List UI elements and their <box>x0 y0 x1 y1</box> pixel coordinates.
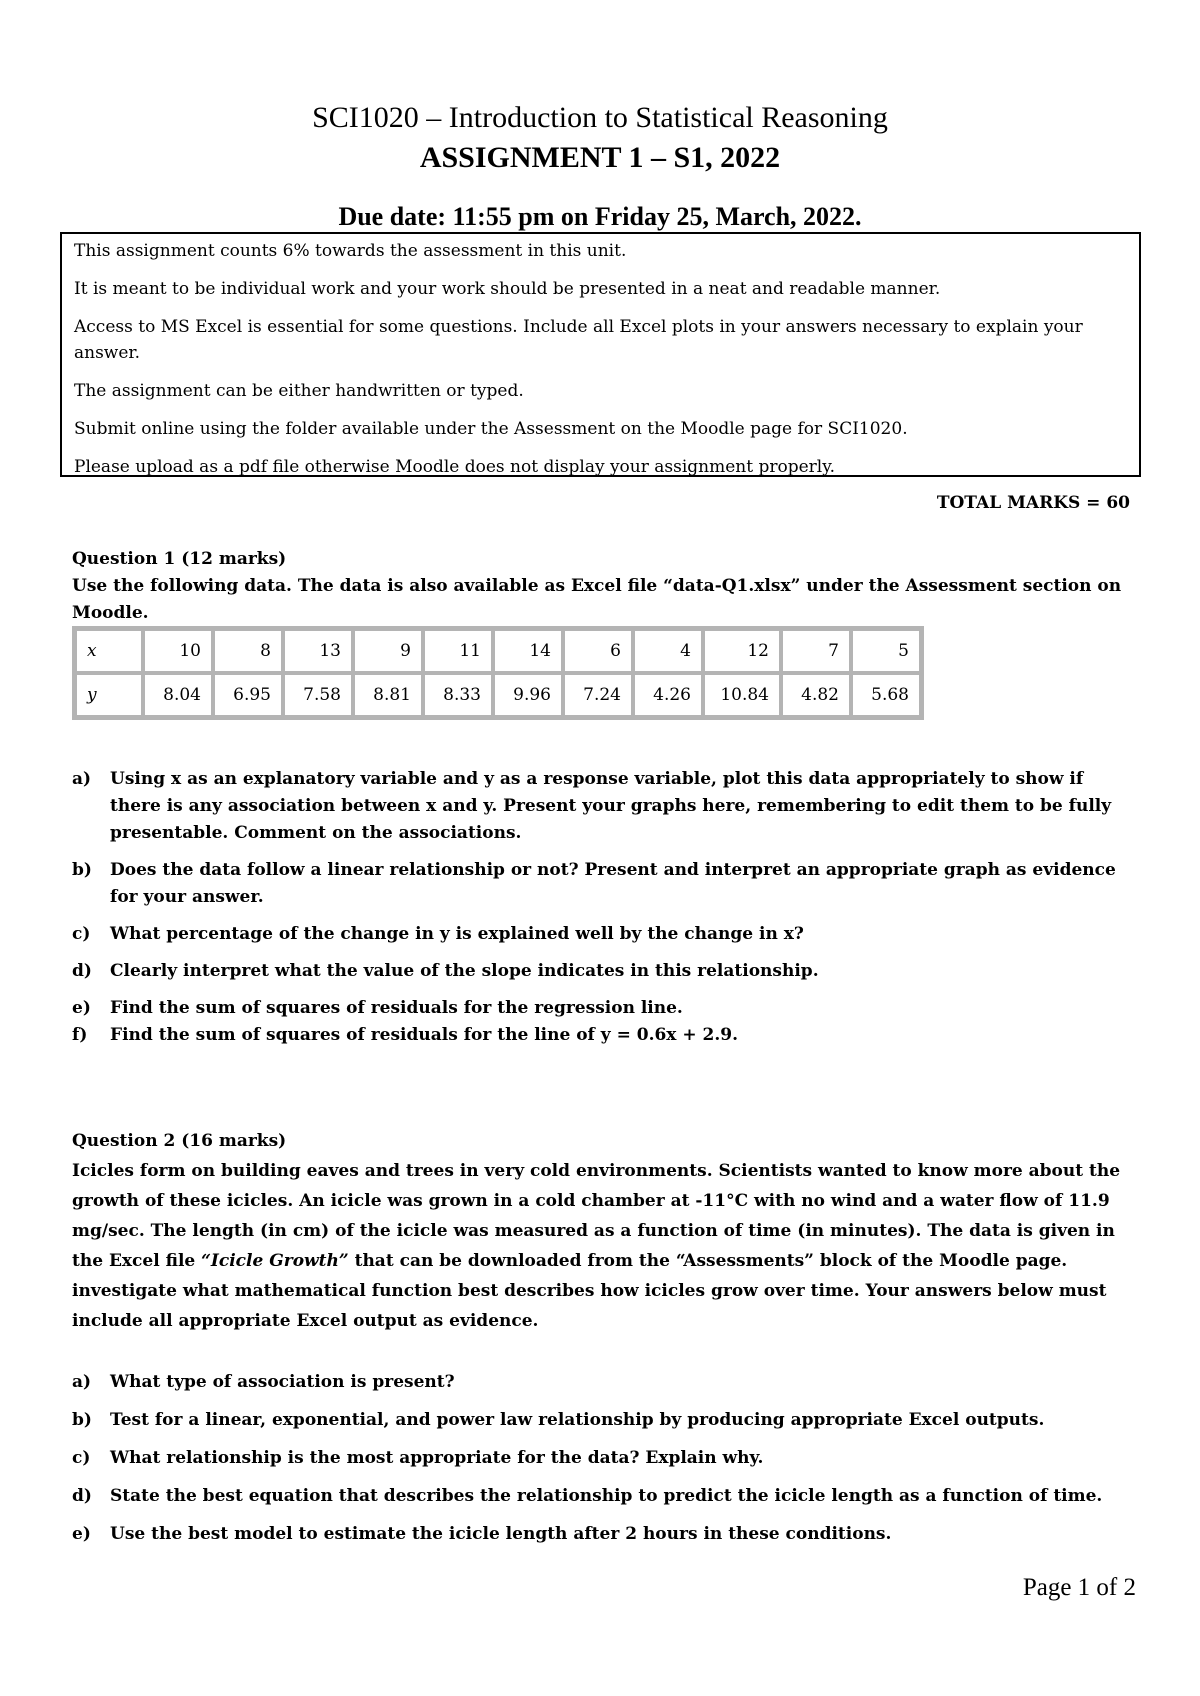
table-cell: 7 <box>781 629 851 673</box>
course-title: SCI1020 – Introduction to Statistical Reasoning <box>312 101 888 134</box>
part-label: e) <box>72 998 91 1018</box>
table-cell: 6 <box>563 629 633 673</box>
table-cell: 12 <box>703 629 781 673</box>
part-text: Using x as an explanatory variable and y as a response variable, plot this data appropriately to show if there is any association between x and y. Present your graphs here, remembering to edit them to be fully presentable. Comment on the associations. <box>110 769 1112 843</box>
part-text: What type of association is present? <box>110 1372 455 1392</box>
question-part <box>72 766 1132 847</box>
instruction-line: The assignment can be either handwritten or typed. <box>74 381 524 401</box>
table-cell: 11 <box>423 629 493 673</box>
part-label: a) <box>72 769 92 789</box>
table-cell: 9 <box>353 629 423 673</box>
part-label: a) <box>72 1372 92 1392</box>
table-cell: 5 <box>851 629 921 673</box>
part-text: Use the best model to estimate the icicle length after 2 hours in these conditions. <box>110 1524 892 1544</box>
question-part <box>72 958 1132 985</box>
question-part <box>72 1445 1132 1472</box>
table-cell: 4 <box>633 629 703 673</box>
question-1-data-table <box>72 626 924 720</box>
instruction-line: It is meant to be individual work and your work should be presented in a neat and readable manner. <box>74 279 941 299</box>
part-text: State the best equation that describes the relationship to predict the icicle length as a function of time. <box>110 1486 1103 1506</box>
question-1-heading: Question 1 (12 marks) <box>72 549 287 569</box>
instruction-line: Submit online using the folder available under the Assessment on the Moodle page for SCI1020. <box>74 419 908 439</box>
part-text: What relationship is the most appropriate for the data? Explain why. <box>110 1448 764 1468</box>
table-cell: 8 <box>213 629 283 673</box>
question-2-intro <box>72 1156 1132 1336</box>
instruction-line: This assignment counts 6% towards the assessment in this unit. <box>74 241 627 261</box>
table-cell: 7.58 <box>283 673 353 717</box>
table-cell: 5.68 <box>851 673 921 717</box>
due-date: Due date: 11:55 pm on Friday 25, March, 2022. <box>338 202 862 231</box>
question-1-header <box>72 546 1132 627</box>
part-label: d) <box>72 1486 92 1506</box>
instructions-box <box>60 232 1141 477</box>
table-cell: 14 <box>493 629 563 673</box>
question-part <box>72 1369 1132 1396</box>
question-part <box>72 1022 1132 1049</box>
part-label: d) <box>72 961 92 981</box>
total-marks: TOTAL MARKS = 60 <box>936 493 1130 513</box>
question-1-parts <box>72 766 1132 1049</box>
table-cell: 7.24 <box>563 673 633 717</box>
part-label: e) <box>72 1524 91 1544</box>
question-part <box>72 857 1132 911</box>
table-cell-label: x <box>75 629 143 673</box>
question-part <box>72 1521 1132 1548</box>
part-label: c) <box>72 1448 91 1468</box>
question-2-intro-text: Icicles form on building eaves and trees in very cold environments. Scientists wanted to know more about the growth of these icicles. An icicle was grown in a cold chamber at -11°C with no wind and a water flow of 11.9 mg/sec. The length (in cm) of the icicle was measured as a function of time (in minutes). The data is given in the Excel file <box>72 1161 1121 1271</box>
table-cell: 4.26 <box>633 673 703 717</box>
table-cell: 13 <box>283 629 353 673</box>
part-text: Find the sum of squares of residuals for the line of y = 0.6x + 2.9. <box>110 1025 739 1045</box>
page-number: Page 1 of 2 <box>1022 1574 1136 1601</box>
question-1-intro: Use the following data. The data is also available as Excel file “data-Q1.xlsx” under the Assessment section on Moodle. <box>72 576 1122 623</box>
question-2-intro-text-cont: that can be downloaded from the “Assessments” block of the Moodle page. investigate what mathematical function best describes how icicles grow over time. Your answers below must include all appropriate Excel output as evidence. <box>72 1251 1107 1331</box>
question-part <box>72 1483 1132 1510</box>
question-2-parts <box>72 1369 1132 1548</box>
part-text: Clearly interpret what the value of the slope indicates in this relationship. <box>110 961 819 981</box>
table-cell-label: y <box>75 673 143 717</box>
table-row-x <box>75 629 921 673</box>
table-cell: 10.84 <box>703 673 781 717</box>
part-label: c) <box>72 924 91 944</box>
document-header <box>0 98 1200 178</box>
part-text: Find the sum of squares of residuals for the regression line. <box>110 998 683 1018</box>
part-text: What percentage of the change in y is explained well by the change in x? <box>110 924 804 944</box>
instruction-line: Access to MS Excel is essential for some questions. Include all Excel plots in your answers necessary to explain your answer. <box>74 317 1083 363</box>
question-part <box>72 1407 1132 1434</box>
table-cell: 4.82 <box>781 673 851 717</box>
table-cell: 8.81 <box>353 673 423 717</box>
part-label: f) <box>72 1025 88 1045</box>
question-2-header <box>72 1126 1132 1336</box>
part-text: Does the data follow a linear relationship or not? Present and interpret an appropriate graph as evidence for your answer. <box>110 860 1116 907</box>
icicle-file-name: “Icicle Growth” <box>201 1251 349 1271</box>
table-row-y <box>75 673 921 717</box>
table-cell: 9.96 <box>493 673 563 717</box>
assignment-title: ASSIGNMENT 1 – S1, 2022 <box>419 141 781 174</box>
table-cell: 8.33 <box>423 673 493 717</box>
instruction-line: Please upload as a pdf file otherwise Moodle does not display your assignment properly. <box>74 457 835 477</box>
table-cell: 10 <box>143 629 213 673</box>
table-cell: 8.04 <box>143 673 213 717</box>
question-part <box>72 921 1132 948</box>
part-text: Test for a linear, exponential, and power law relationship by producing appropriate Excel outputs. <box>110 1410 1045 1430</box>
question-2-heading: Question 2 (16 marks) <box>72 1131 287 1151</box>
part-label: b) <box>72 1410 92 1430</box>
question-part <box>72 995 1132 1022</box>
part-label: b) <box>72 860 92 880</box>
table-cell: 6.95 <box>213 673 283 717</box>
